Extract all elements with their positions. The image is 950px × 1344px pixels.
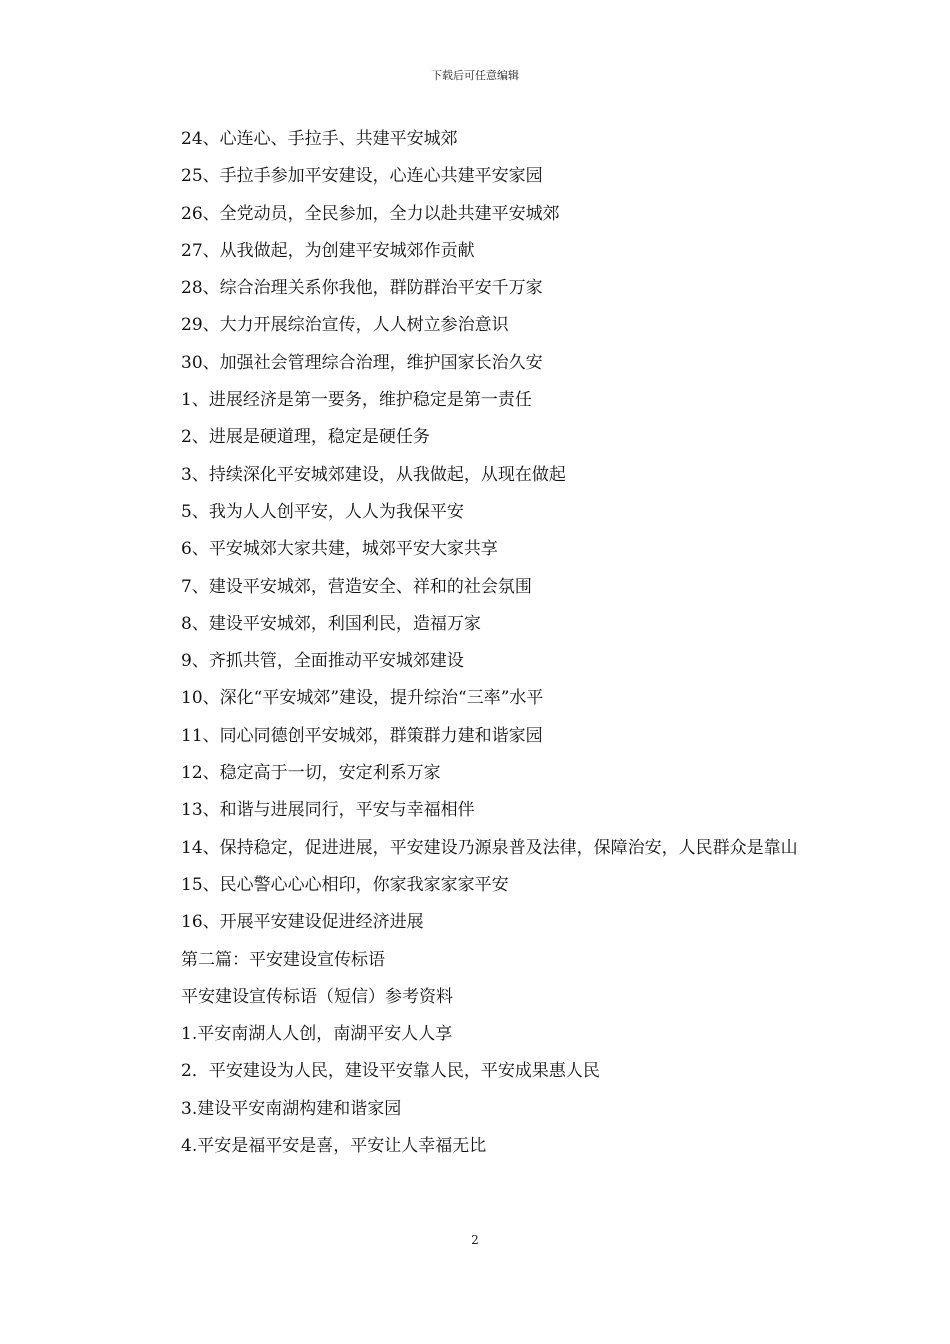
slogan-line: 15、民心警心心心相印，你家我家家家平安 xyxy=(181,874,509,895)
slogan-line: 7、建设平安城郊，营造安全、祥和的社会氛围 xyxy=(181,576,532,597)
page-number: 2 xyxy=(471,1233,479,1247)
page-header: 下载后可任意编辑 xyxy=(431,69,519,82)
slogan-line: 25、手拉手参加平安建设，心连心共建平安家园 xyxy=(181,166,543,187)
slogan-line: 28、综合治理关系你我他，群防群治平安千万家 xyxy=(181,278,543,299)
slogan-line: 8、建设平安城郊，利国利民，造福万家 xyxy=(181,613,481,634)
slogan-line: 3.建设平安南湖构建和谐家园 xyxy=(181,1098,402,1119)
slogan-line: 16、开展平安建设促进经济进展 xyxy=(181,912,424,933)
slogan-line: 3、持续深化平安城郊建设，从我做起，从现在做起 xyxy=(181,464,566,485)
slogan-line: 10、深化“平安城郊”建设，提升综治“三率”水平 xyxy=(181,688,544,709)
slogan-line: 30、加强社会管理综合治理，维护国家长治久安 xyxy=(181,352,543,373)
slogan-line: 27、从我做起，为创建平安城郊作贡献 xyxy=(181,240,475,261)
slogan-line: 1、进展经济是第一要务，维护稳定是第一责任 xyxy=(181,390,532,411)
slogan-line: 26、全党动员，全民参加，全力以赴共建平安城郊 xyxy=(181,203,560,224)
slogan-line: 9、齐抓共管，全面推动平安城郊建设 xyxy=(181,651,464,672)
section-subtitle: 平安建设宣传标语（短信）参考资料 xyxy=(181,986,453,1007)
slogan-line: 11、同心同德创平安城郊，群策群力建和谐家园 xyxy=(181,725,543,746)
section-title: 第二篇：平安建设宣传标语 xyxy=(181,949,385,970)
slogan-line: 5、我为人人创平安，人人为我保平安 xyxy=(181,501,464,522)
slogan-line: 2．平安建设为人民，建设平安靠人民，平安成果惠人民 xyxy=(181,1061,600,1082)
document-body xyxy=(144,121,812,1165)
slogan-line: 1.平安南湖人人创，南湖平安人人享 xyxy=(181,1024,453,1045)
slogan-line: 2、进展是硬道理，稳定是硬任务 xyxy=(181,427,430,448)
slogan-line: 29、大力开展综治宣传，人人树立参治意识 xyxy=(181,315,509,336)
slogan-paragraph: 14、保持稳定，促进进展，平安建设乃源泉普及法律，保障治安，人民群众是靠山 xyxy=(181,837,798,858)
slogan-line: 24、心连心、手拉手、共建平安城郊 xyxy=(181,129,458,149)
slogan-line: 6、平安城郊大家共建，城郊平安大家共享 xyxy=(181,539,498,560)
slogan-line: 12、稳定高于一切，安定利系万家 xyxy=(181,763,441,784)
slogan-line: 13、和谐与进展同行，平安与幸福相伴 xyxy=(181,800,475,821)
slogan-line: 4.平安是福平安是喜，平安让人幸福无比 xyxy=(181,1136,487,1157)
